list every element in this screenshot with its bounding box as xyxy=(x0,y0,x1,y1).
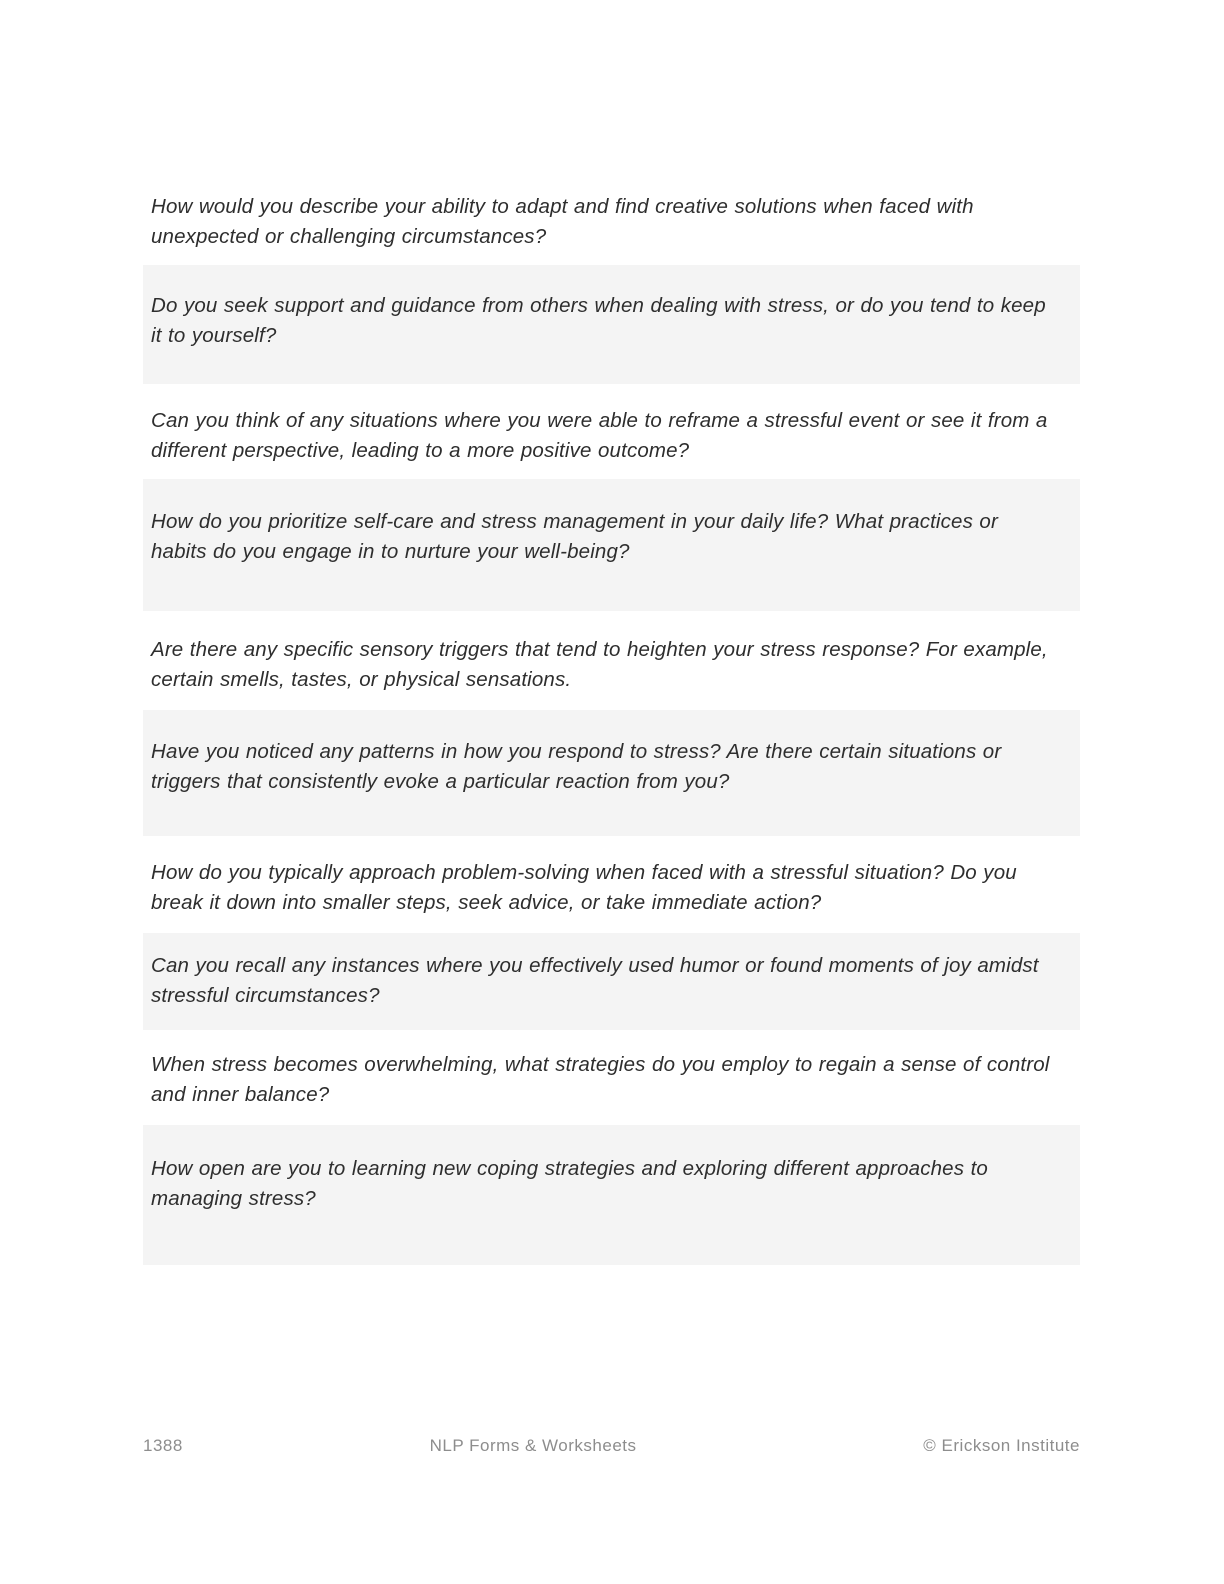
question-block-8 xyxy=(143,933,1080,1030)
question-text-8: Can you recall any instances where you effectively used humor or found moments of joy amidst stressful circumstances? xyxy=(151,954,1039,1007)
footer-copyright: © Erickson Institute xyxy=(923,1436,1080,1455)
footer-document-title: NLP Forms & Worksheets xyxy=(429,1436,637,1455)
question-block-10 xyxy=(143,1125,1080,1265)
footer-page-number: 1388 xyxy=(143,1436,183,1455)
question-block-6 xyxy=(143,710,1080,836)
question-block-9 xyxy=(143,1030,1080,1125)
questions-list xyxy=(143,186,1080,1265)
question-block-7 xyxy=(143,836,1080,933)
question-block-5 xyxy=(143,611,1080,710)
question-block-3 xyxy=(143,384,1080,479)
question-text-10: How open are you to learning new coping strategies and exploring different approaches to managing stress? xyxy=(151,1157,988,1210)
question-text-4: How do you prioritize self-care and stress management in your daily life? What practices or habits do you engage in to nurture your well-being? xyxy=(151,510,998,563)
question-text-5: Are there any specific sensory triggers that tend to heighten your stress response? For example, certain smells, tastes, or physical sensations. xyxy=(151,638,1048,691)
question-block-1 xyxy=(143,186,1080,265)
question-block-4 xyxy=(143,479,1080,611)
question-text-6: Have you noticed any patterns in how you respond to stress? Are there certain situations or triggers that consistently evoke a particular reaction from you? xyxy=(151,740,1002,793)
question-block-2 xyxy=(143,265,1080,384)
question-text-2: Do you seek support and guidance from others when dealing with stress, or do you tend to keep it to yourself? xyxy=(151,294,1046,347)
question-text-9: When stress becomes overwhelming, what strategies do you employ to regain a sense of control and inner balance? xyxy=(151,1053,1050,1106)
question-text-3: Can you think of any situations where you were able to reframe a stressful event or see it from a different perspective, leading to a more positive outcome? xyxy=(151,409,1048,462)
page-footer xyxy=(143,1432,1080,1460)
question-text-7: How do you typically approach problem-solving when faced with a stressful situation? Do you break it down into smaller steps, seek advice, or take immediate action? xyxy=(151,861,1017,914)
question-text-1: How would you describe your ability to adapt and find creative solutions when faced with unexpected or challenging circumstances? xyxy=(151,195,974,248)
